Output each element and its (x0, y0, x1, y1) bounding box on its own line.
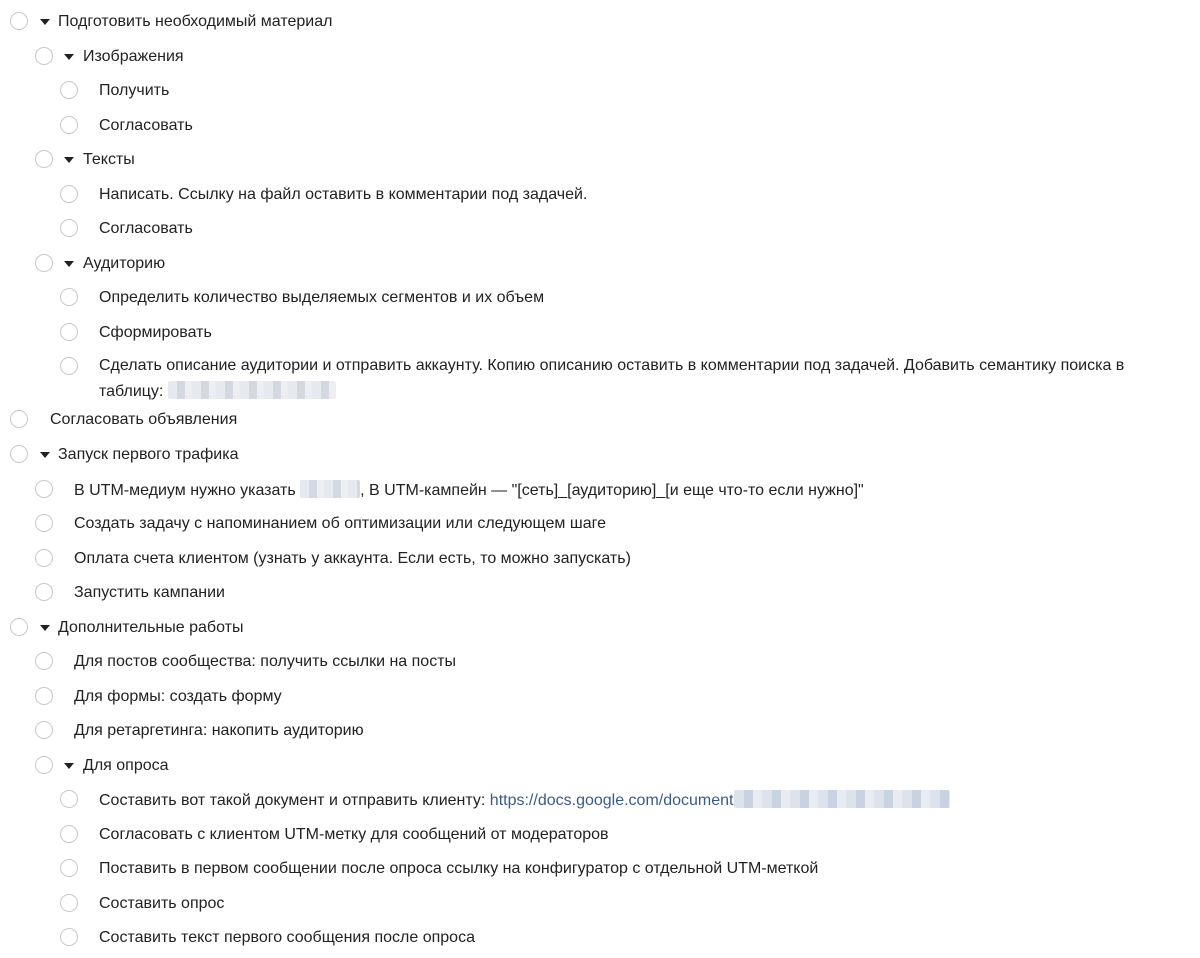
task-checkbox[interactable] (10, 445, 28, 463)
task-text: Сделать описание аудитории и отправить аккаунту. Копию описанию оставить в комментарии под задачей. Добавить семантику поиска в таблицу: (99, 357, 1125, 400)
task-checkbox[interactable] (35, 150, 53, 168)
task-checkbox[interactable] (60, 859, 78, 877)
caret-down-icon[interactable] (40, 625, 50, 631)
task-title: Для ретаргетинга: накопить аудиторию (74, 722, 364, 739)
redacted-link (734, 790, 950, 808)
task-title (99, 790, 950, 811)
task-title: Согласовать (99, 220, 193, 237)
task-title: Написать. Ссылку на файл оставить в комментарии под задачей. (99, 186, 588, 203)
task-text: Составить вот такой документ и отправить клиенту: (99, 792, 490, 809)
task-checkbox[interactable] (60, 116, 78, 134)
task-checkbox[interactable] (35, 583, 53, 601)
caret-down-icon[interactable] (64, 157, 74, 163)
task-title: Для опроса (83, 757, 169, 774)
task-title: Создать задачу с напоминанием об оптимизации или следующем шаге (74, 515, 606, 532)
task-checkbox[interactable] (60, 323, 78, 341)
task-checkbox[interactable] (60, 219, 78, 237)
task-checkbox[interactable] (35, 480, 53, 498)
task-title: Согласовать (99, 117, 193, 134)
task-title: Согласовать с клиентом UTM-метку для сообщений от модераторов (99, 826, 609, 843)
task-checkbox[interactable] (60, 81, 78, 99)
task-checkbox[interactable] (60, 790, 78, 808)
task-checkbox[interactable] (35, 756, 53, 774)
redacted-value (300, 480, 360, 498)
task-title: Запуск первого трафика (58, 446, 239, 463)
task-text: , В UTM-кампейн — "[сеть]_[аудиторию]_[и еще что-то если нужно]" (360, 482, 864, 499)
task-checkbox[interactable] (60, 357, 78, 375)
task-title: Изображения (83, 48, 184, 65)
task-title (99, 353, 1176, 405)
caret-down-icon[interactable] (40, 19, 50, 25)
task-checkbox[interactable] (60, 894, 78, 912)
caret-down-icon[interactable] (64, 763, 74, 769)
task-checkbox[interactable] (35, 514, 53, 532)
task-title: Составить опрос (99, 895, 225, 912)
caret-down-icon[interactable] (64, 261, 74, 267)
task-checkbox[interactable] (35, 652, 53, 670)
task-checkbox[interactable] (35, 687, 53, 705)
task-checkbox[interactable] (35, 47, 53, 65)
task-title (74, 480, 864, 501)
task-checkbox[interactable] (60, 185, 78, 203)
task-title: Согласовать объявления (50, 411, 238, 428)
task-title: Тексты (83, 151, 135, 168)
task-text: В UTM-медиум нужно указать (74, 482, 296, 499)
caret-down-icon[interactable] (64, 54, 74, 60)
caret-down-icon[interactable] (40, 452, 50, 458)
task-checkbox[interactable] (60, 288, 78, 306)
task-title: Поставить в первом сообщении после опроса ссылку на конфигуратор с отдельной UTM-меткой (99, 860, 819, 877)
task-title: Оплата счета клиентом (узнать у аккаунта. Если есть, то можно запускать) (74, 550, 631, 567)
task-checkbox[interactable] (60, 825, 78, 843)
task-checkbox[interactable] (10, 410, 28, 428)
task-title: Для постов сообщества: получить ссылки на посты (74, 653, 457, 670)
task-title: Для формы: создать форму (74, 688, 282, 705)
task-checkbox[interactable] (60, 928, 78, 946)
google-docs-link[interactable]: https://docs.google.com/document (489, 792, 734, 809)
task-title: Получить (99, 82, 170, 99)
task-title: Определить количество выделяемых сегментов и их объем (99, 289, 545, 306)
task-title: Составить текст первого сообщения после опроса (99, 929, 475, 946)
task-checkbox[interactable] (35, 254, 53, 272)
redacted-link (168, 381, 336, 399)
task-title: Запустить кампании (74, 584, 225, 601)
task-title: Аудиторию (83, 255, 166, 272)
task-checkbox[interactable] (10, 12, 28, 30)
task-checkbox[interactable] (35, 721, 53, 739)
task-checkbox[interactable] (10, 618, 28, 636)
task-checkbox[interactable] (35, 549, 53, 567)
task-title: Дополнительные работы (58, 619, 244, 636)
task-title: Подготовить необходимый материал (58, 13, 333, 30)
task-title: Сформировать (99, 324, 212, 341)
